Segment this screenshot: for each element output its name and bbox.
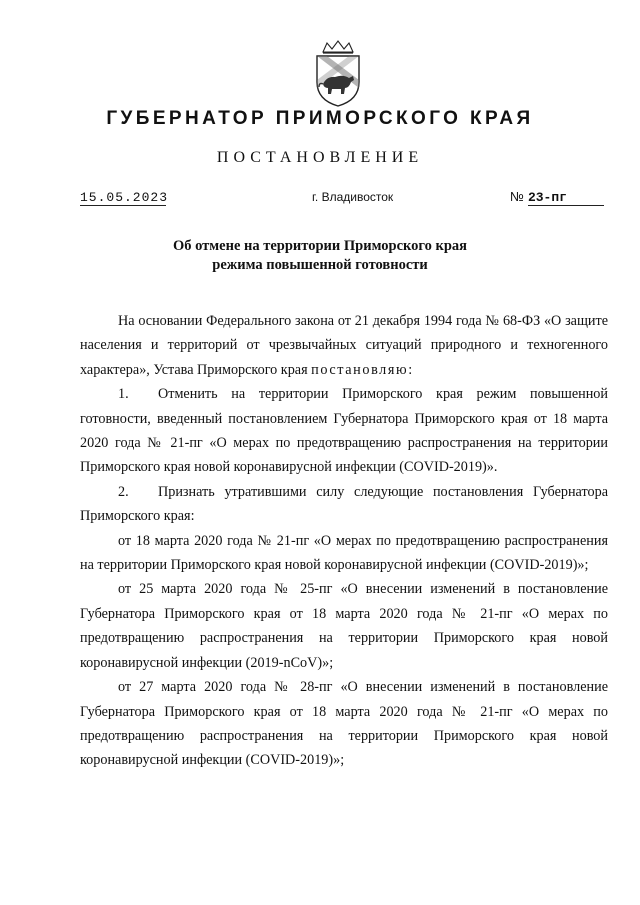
number-sign: №	[510, 189, 524, 204]
number-value: 23-пг	[528, 190, 604, 206]
intro-paragraph	[80, 309, 608, 382]
repealed-decree-3: от 27 марта 2020 года № 28-пг «О внесении изменений в постановление Губернатора Приморского края от 18 марта 2020 года № 21-пг «О мерах по предотвращению распространения на территории Приморского края новой коронавирусной инфекции (COVID-2019)»;	[80, 679, 608, 769]
item-1	[80, 382, 608, 480]
heading-line-1: Об отмене на территории Приморского края	[172, 238, 468, 254]
primorsky-coat-of-arms-icon	[305, 38, 371, 108]
intro-end: :	[408, 361, 413, 378]
intro-text: На основании Федерального закона от 21 декабря 1994 года № 68-ФЗ «О защите населения и территорий от чрезвычайных ситуаций природного и техногенного характера», Устава Приморского края	[80, 313, 608, 378]
document-number	[510, 188, 606, 206]
governor-title: ГУБЕРНАТОР ПРИМОРСКОГО КРАЯ	[106, 108, 534, 129]
decree-word: постановляю	[311, 361, 409, 378]
item-2-number: 2.	[118, 483, 129, 500]
document-date: 15.05.2023	[80, 190, 169, 205]
document-body	[80, 309, 608, 773]
document-city: г. Владивосток	[312, 190, 394, 204]
repealed-decree-2: от 25 марта 2020 года № 25-пг «О внесении изменений в постановление Губернатора Приморского края от 18 марта 2020 года № 21-пг «О мерах по предотвращению распространения на территории Приморского края новой коронавирусной инфекции (2019-nCoV)»;	[80, 581, 608, 671]
heading-line-2: режима повышенной готовности	[212, 257, 428, 273]
document-type: ПОСТАНОВЛЕНИЕ	[216, 149, 424, 166]
document-heading	[0, 237, 640, 275]
item-1-text: Отменить на территории Приморского края режим повышенной готовности, введенный постановлением Губернатора Приморского края от 18 марта 2020 года № 21-пг «О мерах по предотвращению распространения на территории Приморского края новой коронавирусной инфекции (COVID-2019)».	[80, 386, 608, 476]
repealed-decree-1: от 18 марта 2020 года № 21-пг «О мерах по предотвращению распространения на территории Приморского края новой коронавирусной инфекции (COVID-2019)»;	[80, 532, 608, 574]
item-2	[80, 480, 608, 529]
item-1-number: 1.	[118, 386, 129, 403]
item-2-text: Признать утратившими силу следующие постановления Губернатора Приморского края:	[80, 483, 608, 525]
